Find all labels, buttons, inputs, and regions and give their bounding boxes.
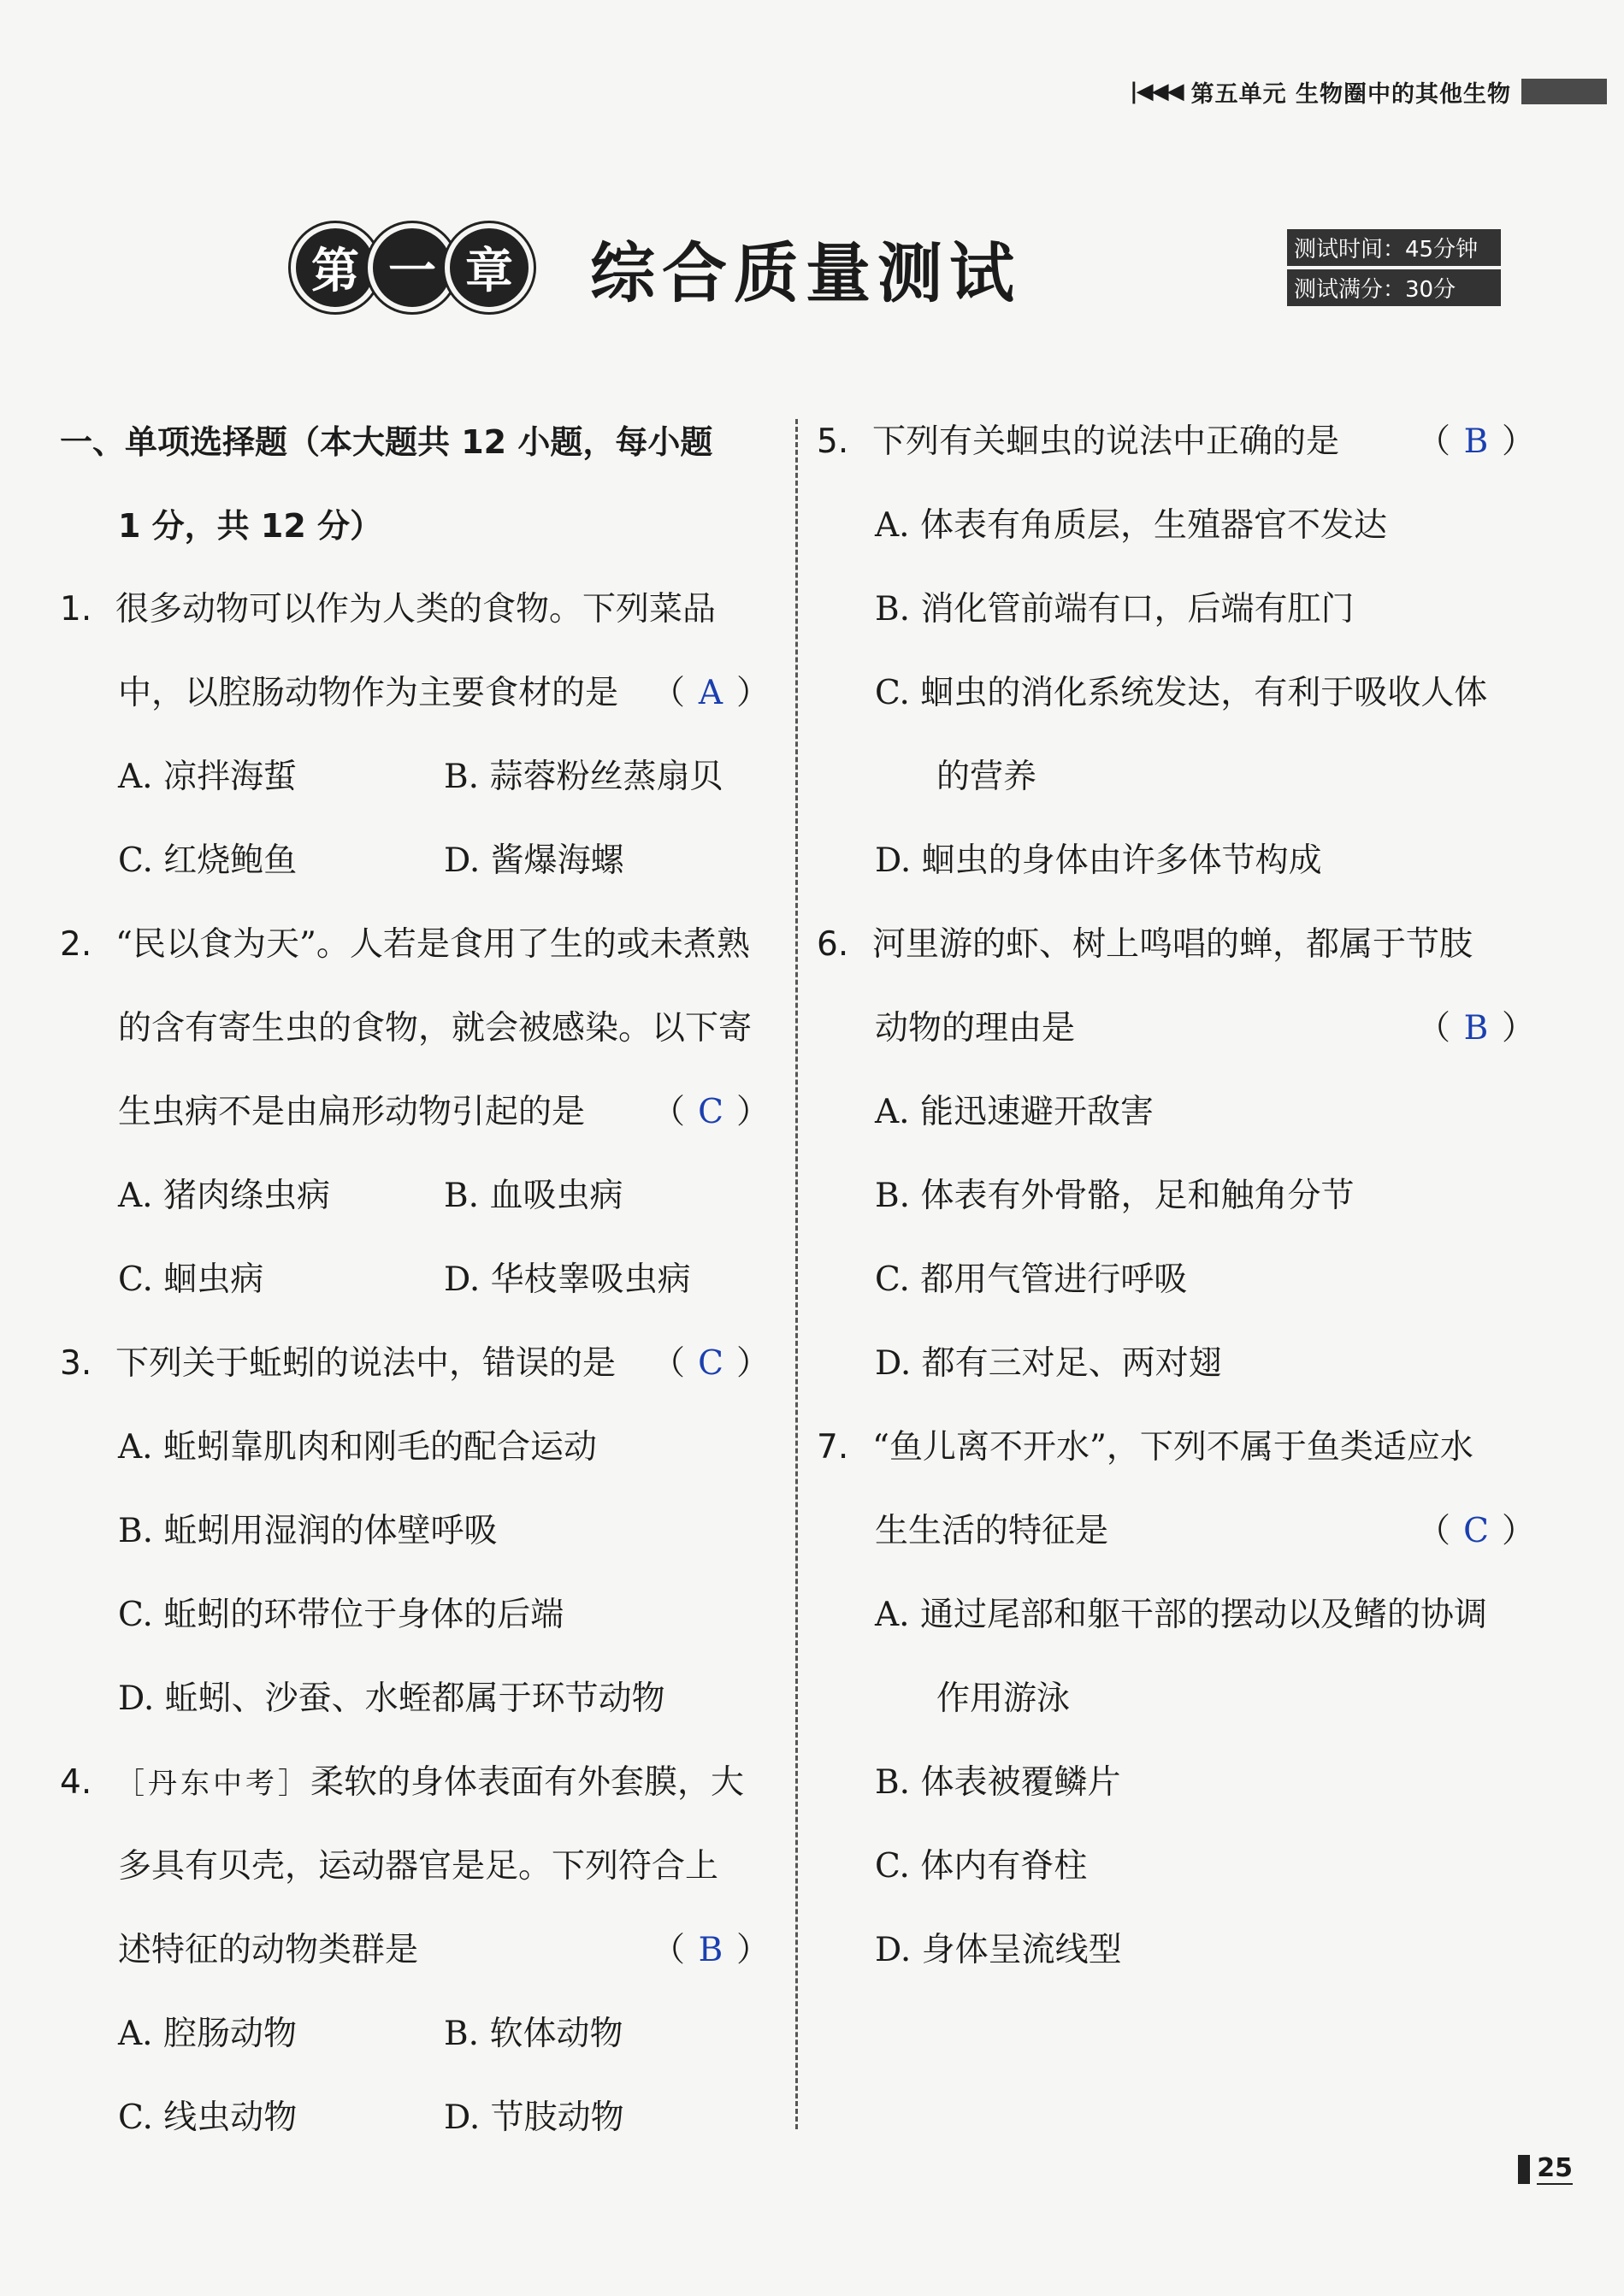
question-text: “民以食为天”。人若是食用了生的或未煮熟 [115,925,750,964]
option-d: D. 酱爆海螺 [444,841,624,880]
unit-header [1130,77,1607,106]
question-2-cont [60,1071,770,1154]
option-b: B. 体表有外骨骼，足和触角分节 [875,1177,1355,1215]
question-text: 中，以腔肠动物作为主要食材的是 [118,674,619,712]
option-a: A. 通过尾部和躯干部的摆动以及鳍的协调 [875,1596,1487,1634]
answer-slot: （ A ） [652,652,770,735]
question-number: 7. [817,1428,849,1467]
question-number: 6. [817,925,849,964]
answer-slot: （ B ） [1417,400,1535,484]
question-number: 3. [60,1344,92,1383]
option-c: C. 线虫动物 [118,2098,298,2137]
option-a-cont: 作用游泳 [936,1679,1071,1718]
options-row [60,735,770,819]
question-1-cont [60,652,770,735]
question-text: 生虫病不是由扁形动物引起的是 [118,1093,586,1131]
answer-slot: （ C ） [1417,1490,1535,1573]
option-a: A. 体表有角质层，生殖器官不发达 [875,506,1387,545]
answer-q5: B [1463,422,1489,461]
test-score: 测试满分：30分 [1287,269,1501,306]
column-divider [795,419,798,2129]
answer-slot: （ C ） [652,1322,770,1406]
question-1 [60,568,770,652]
page-title: 综合质量测试 [590,234,1021,311]
left-column [60,400,770,2160]
option-c: C. 蚯蚓的环带位于身体的后端 [118,1596,564,1634]
title-row [291,221,1021,315]
chapter-char-3: 章 [445,223,534,312]
answer-slot: （ B ） [652,1909,770,1992]
question-2-cont: 的含有寄生虫的食物，就会被感染。以下寄 [118,1009,753,1048]
option-b: B. 消化管前端有口，后端有肛门 [875,590,1355,629]
question-number: 5. [817,422,849,461]
answer-q2: C [698,1093,723,1131]
answer-q7: C [1463,1512,1489,1550]
chapter-badge [291,223,522,312]
question-number: 4. [60,1763,92,1802]
option-c: C. 红烧鲍鱼 [118,841,298,880]
option-d: D. 都有三对足、两对翅 [875,1344,1222,1383]
option-a: A. 腔肠动物 [118,2015,297,2053]
question-7-cont [817,1490,1535,1573]
option-b: B. 体表被覆鳞片 [875,1763,1121,1802]
question-text: 生生活的特征是 [875,1512,1109,1550]
option-b: B. 蚯蚓用湿润的体壁呼吸 [118,1512,498,1550]
question-4-cont [60,1909,770,1992]
question-7 [817,1406,1535,1490]
answer-q4: B [698,1931,723,1969]
question-text: 柔软的身体表面有外套膜，大 [310,1763,745,1802]
question-3 [60,1322,770,1406]
option-d: D. 身体呈流线型 [875,1931,1122,1969]
question-2 [60,903,770,987]
question-text: 下列有关蛔虫的说法中正确的是 [872,422,1340,461]
question-text: 下列关于蚯蚓的说法中，错误的是 [115,1344,617,1383]
option-d: D. 蚯蚓、沙蚕、水蛭都属于环节动物 [118,1679,665,1718]
option-a: A. 凉拌海蜇 [118,758,297,796]
option-b: B. 血吸虫病 [444,1177,623,1215]
question-6 [817,903,1535,987]
option-d: D. 节肢动物 [444,2098,624,2137]
options-row [60,1154,770,1238]
question-text: 很多动物可以作为人类的食物。下列菜品 [115,590,717,629]
test-time: 测试时间：45分钟 [1287,229,1501,266]
answer-slot: （ B ） [1417,987,1535,1071]
option-c-cont: 的营养 [936,758,1037,796]
question-text: 动物的理由是 [875,1009,1076,1048]
option-a: A. 能迅速避开敌害 [875,1093,1154,1131]
option-d: D. 蛔虫的身体由许多体节构成 [875,841,1322,880]
question-4-cont: 多具有贝壳，运动器官是足。下列符合上 [118,1847,719,1886]
option-c: C. 体内有脊柱 [875,1847,1088,1886]
section-title-cont: 1 分，共 12 分） [118,507,383,545]
option-c: C. 都用气管进行呼吸 [875,1260,1188,1299]
option-a: A. 蚯蚓靠肌肉和刚毛的配合运动 [118,1428,597,1467]
nav-arrows-icon: |◀◀◀ [1130,79,1183,104]
question-text: 述特征的动物类群是 [118,1931,419,1969]
option-a: A. 猪肉绦虫病 [118,1177,330,1215]
question-4 [60,1741,770,1825]
question-source: ［丹东中考］ [115,1767,310,1801]
question-number: 1. [60,590,92,629]
chapter-char-2: 一 [368,223,457,312]
right-column [817,400,1535,1992]
unit-title: 第五单元 生物圈中的其他生物 [1190,80,1511,108]
question-6-cont [817,987,1535,1071]
option-c: C. 蛔虫的消化系统发达，有利于吸收人体 [875,674,1488,712]
answer-slot: （ C ） [652,1071,770,1154]
option-b: B. 软体动物 [444,2015,623,2053]
options-row [60,1992,770,2076]
question-5 [817,400,1535,484]
question-text: 河里游的虾、树上鸣唱的蝉，都属于节肢 [872,925,1473,964]
question-number: 2. [60,925,92,964]
section-title: 一、单项选择题（本大题共 12 小题，每小题 [60,423,713,461]
option-d: D. 华枝睾吸虫病 [444,1260,691,1299]
answer-q6: B [1463,1009,1489,1048]
answer-q1: A [698,674,723,712]
options-row [60,819,770,903]
header-bar [1521,79,1607,104]
answer-q3: C [698,1344,723,1383]
page-number-text: 25 [1537,2153,1573,2183]
option-b: B. 蒜蓉粉丝蒸扇贝 [444,758,723,796]
options-row [60,2076,770,2160]
option-c: C. 蛔虫病 [118,1260,264,1299]
options-row [60,1238,770,1322]
test-info [1287,229,1501,310]
question-text: “鱼儿离不开水”，下列不属于鱼类适应水 [872,1428,1473,1467]
page-number [1518,2153,1573,2185]
page-number-bar [1518,2155,1530,2184]
chapter-char-1: 第 [291,223,380,312]
